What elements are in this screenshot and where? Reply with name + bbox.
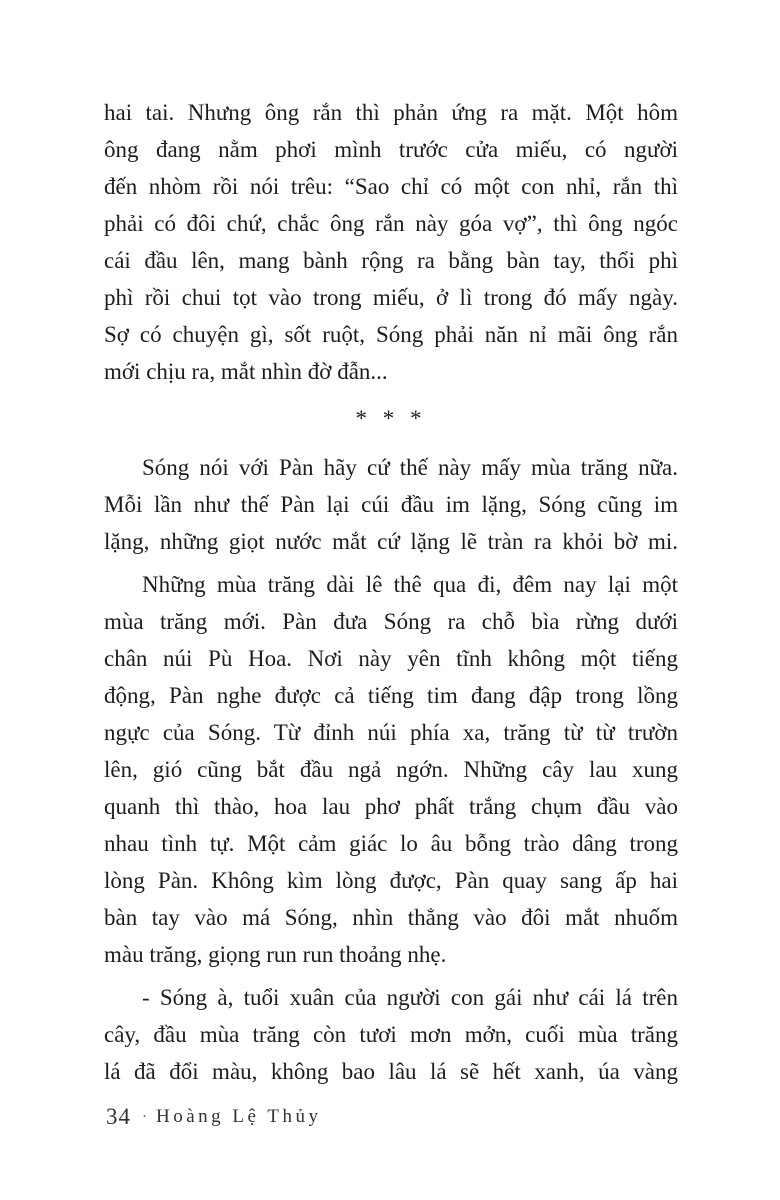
paragraph	[104, 94, 678, 390]
text-line: bàn tay vào má Sóng, nhìn thẳng vào đôi mắt nhuốm	[104, 905, 678, 930]
footer-separator-dot: ·	[142, 1108, 147, 1125]
paragraph	[104, 566, 678, 973]
text-line: Sóng nói với Pàn hãy cứ thế này mấy mùa trăng nữa.	[142, 455, 678, 480]
text-line: lên, gió cũng bắt đầu ngả ngớn. Những cây lau xung	[104, 757, 678, 782]
text-line: ông đang nằm phơi mình trước cửa miếu, có người	[104, 137, 678, 162]
section-separator: * * *	[355, 406, 427, 431]
text-line: lá đã đổi màu, không bao lâu lá sẽ hết xanh, úa vàng	[104, 1059, 678, 1084]
text-line: - Sóng à, tuổi xuân của người con gái như cái lá trên	[142, 985, 678, 1010]
text-line: nhau tình tự. Một cảm giác lo âu bỗng trào dâng trong	[104, 831, 678, 856]
text-line: lặng, những giọt nước mắt cứ lặng lẽ tràn ra khỏi bờ mi.	[104, 529, 678, 554]
paragraph	[104, 979, 678, 1090]
text-line: chân núi Pù Hoa. Nơi này yên tĩnh không một tiếng	[104, 646, 678, 671]
text-line: màu trăng, giọng run run thoảng nhẹ.	[104, 942, 447, 967]
text-line: phì rồi chui tọt vào trong miếu, ở lì trong đó mấy ngày.	[104, 285, 678, 310]
text-line: cây, đầu mùa trăng còn tươi mơn mởn, cuối mùa trăng	[104, 1022, 678, 1047]
page-number: 34	[106, 1104, 131, 1129]
text-line: mùa trăng mới. Pàn đưa Sóng ra chỗ bìa rừng dưới	[104, 609, 678, 634]
text-line: phải có đôi chứ, chắc ông rắn này góa vợ”, thì ông ngóc	[104, 211, 678, 236]
page-footer	[106, 1104, 321, 1130]
text-line: quanh thì thào, hoa lau phơ phất trắng chụm đầu vào	[104, 794, 678, 819]
text-line: mới chịu ra, mắt nhìn đờ đẫn...	[104, 359, 388, 384]
text-line: ngực của Sóng. Từ đỉnh núi phía xa, trăng từ từ trườn	[104, 720, 678, 745]
running-book-title: Hoàng Lệ Thủy	[156, 1106, 322, 1127]
text-line: đến nhòm rồi nói trêu: “Sao chỉ có một con nhỉ, rắn thì	[104, 174, 678, 199]
text-line: Sợ có chuyện gì, sốt ruột, Sóng phải năn nỉ mãi ông rắn	[104, 322, 678, 347]
paragraph	[104, 449, 678, 560]
text-line: hai tai. Nhưng ông rắn thì phản ứng ra mặt. Một hôm	[104, 100, 678, 125]
text-line: Những mùa trăng dài lê thê qua đi, đêm nay lại một	[142, 572, 678, 597]
text-line: động, Pàn nghe được cả tiếng tim đang đập trong lồng	[104, 683, 678, 708]
text-line: Mỗi lần như thế Pàn lại cúi đầu im lặng, Sóng cũng im	[104, 492, 678, 517]
text-line: cái đầu lên, mang bành rộng ra bằng bàn tay, thổi phì	[104, 248, 678, 273]
page-text-block	[104, 94, 678, 1090]
text-line: lòng Pàn. Không kìm lòng được, Pàn quay sang ấp hai	[104, 868, 678, 893]
